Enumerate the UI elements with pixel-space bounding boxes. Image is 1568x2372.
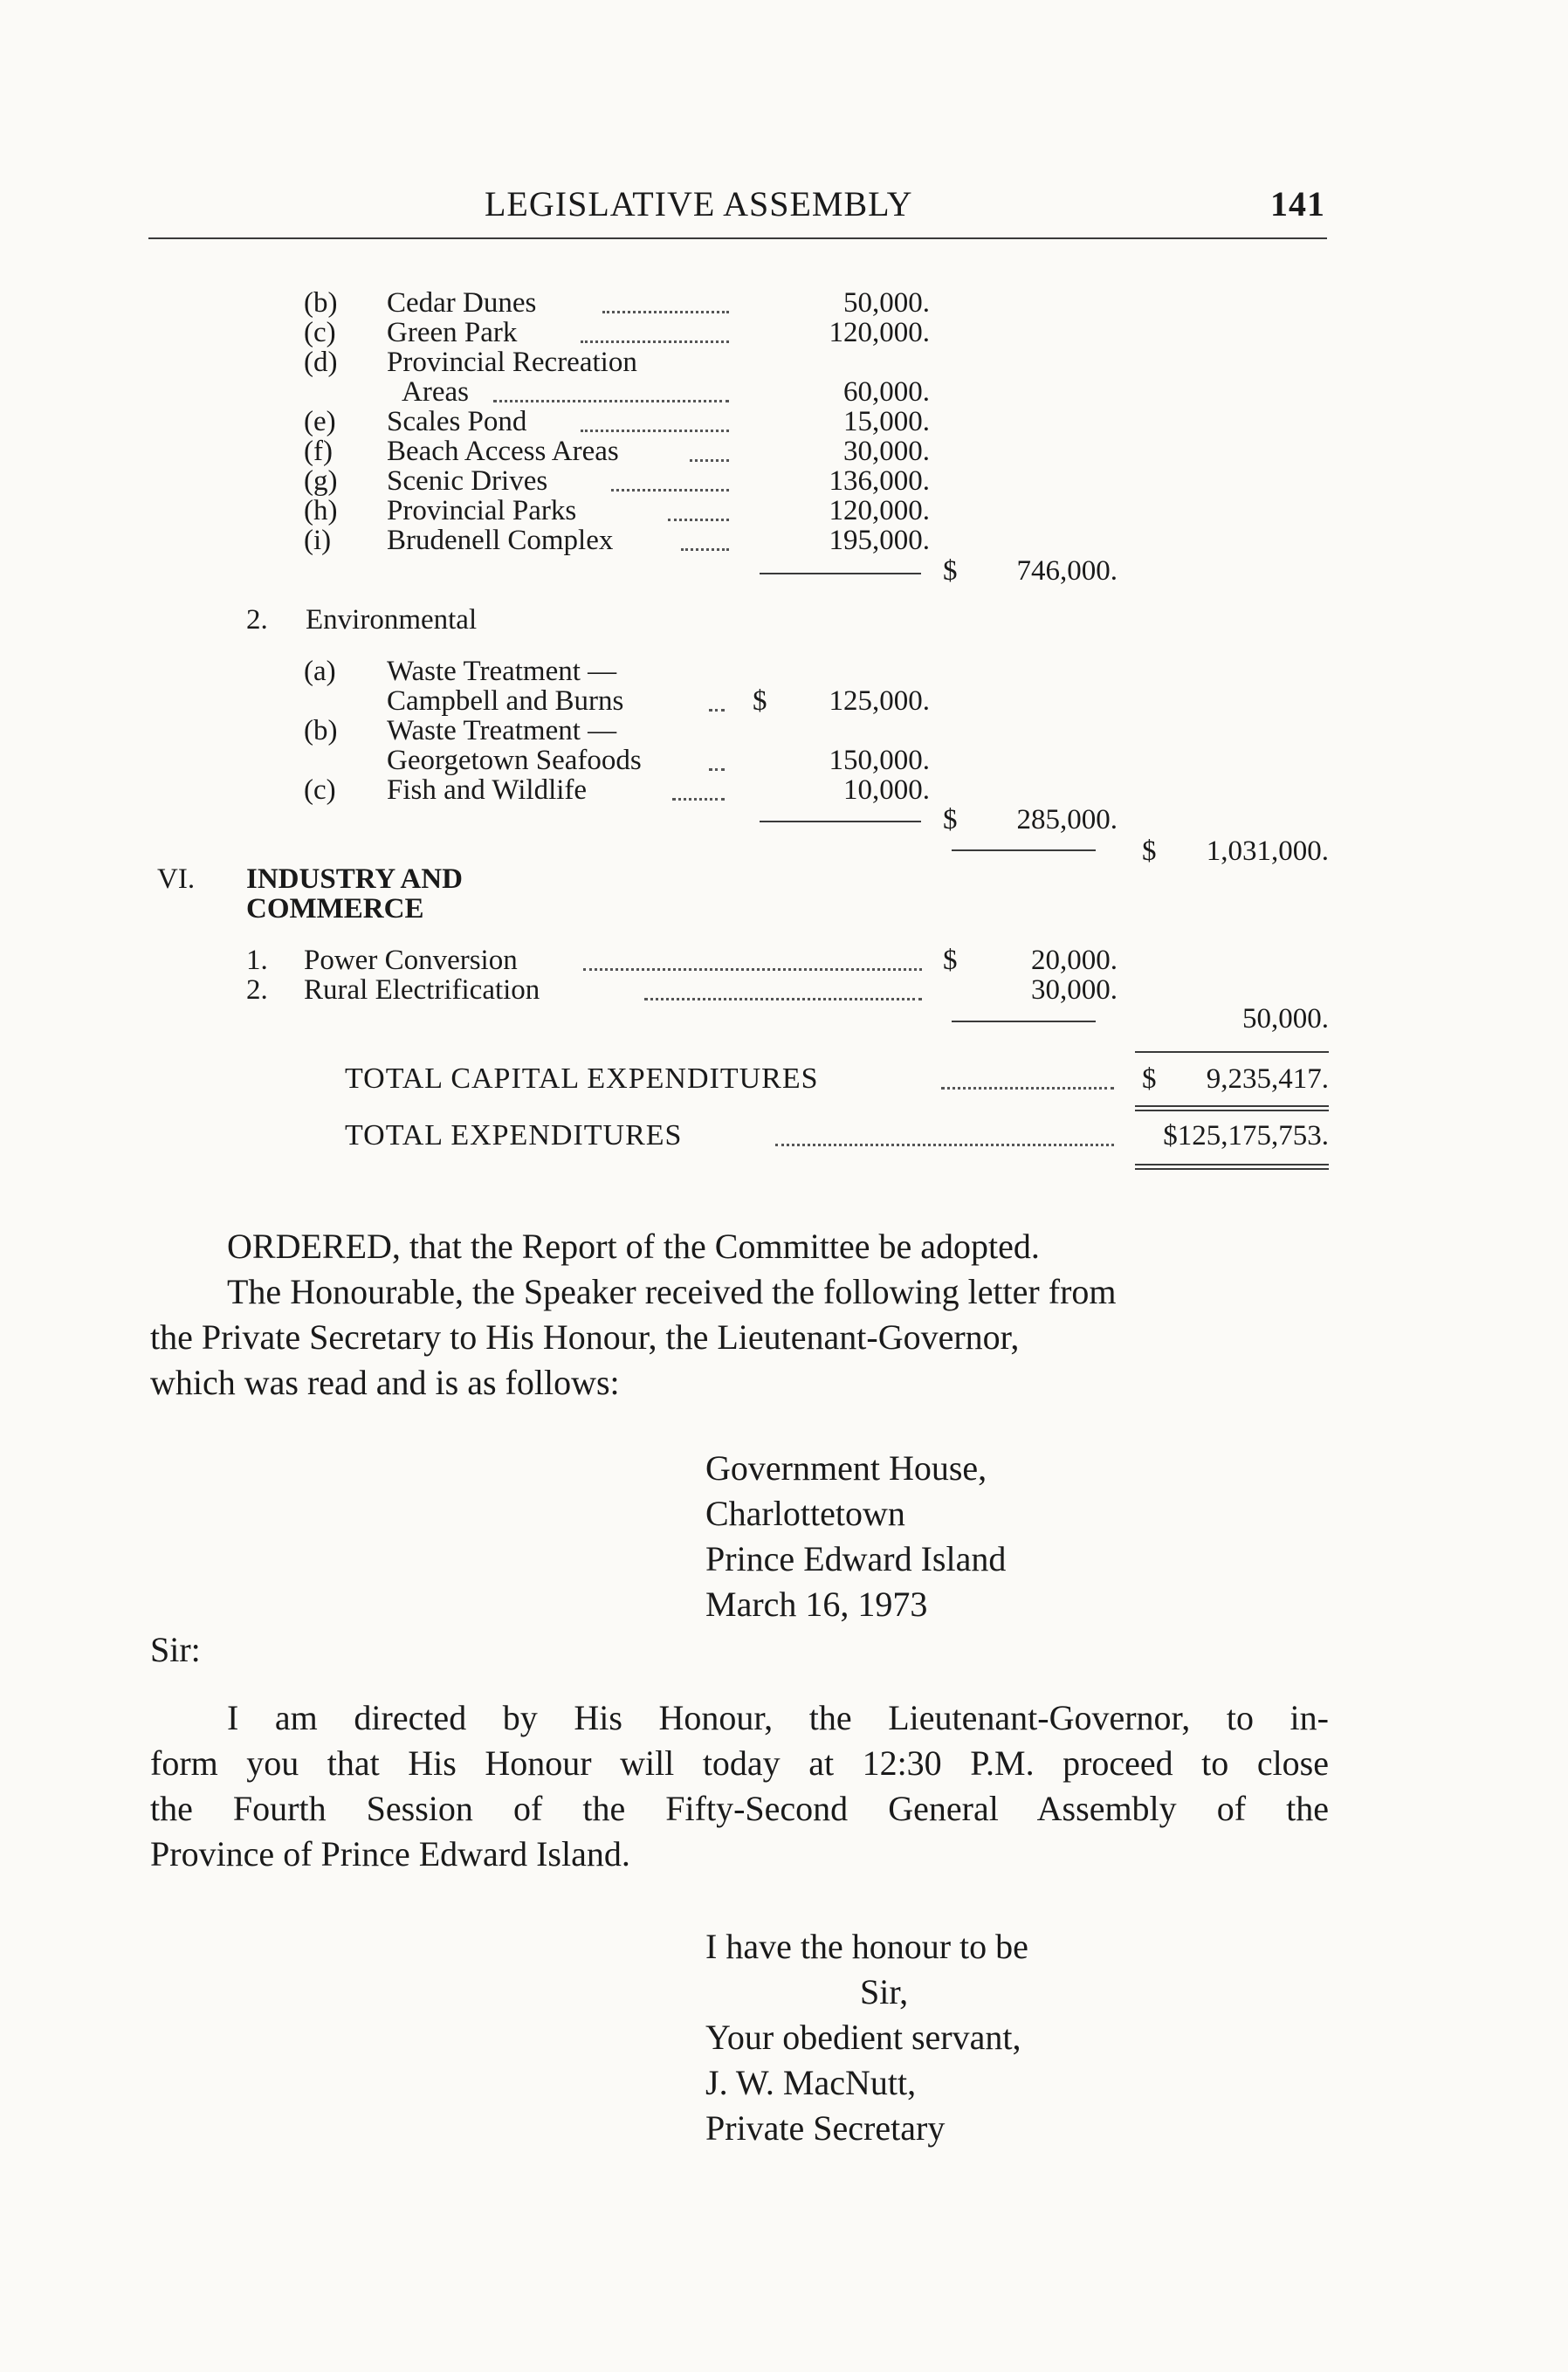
leader-dots <box>690 459 729 462</box>
total-capital-label: TOTAL CAPITAL EXPENDITURES <box>345 1062 819 1095</box>
letter-line: Province of Prince Edward Island. <box>150 1834 630 1874</box>
total-capital-amount: 9,235,417. <box>1206 1063 1329 1095</box>
item-letter: (b) <box>304 287 338 319</box>
item-letter: (a) <box>304 656 336 687</box>
address-line: Charlottetown <box>705 1494 905 1533</box>
section-roman-numeral: VI. <box>157 863 196 895</box>
item-name: Provincial Parks <box>387 495 577 526</box>
item-name: Power Conversion <box>304 945 518 976</box>
leader-dots <box>775 1144 1114 1146</box>
section-heading: Environmental <box>306 604 478 636</box>
item-name: Rural Electrification <box>304 974 540 1006</box>
subtotal-rule <box>952 1021 1096 1022</box>
paragraph-line: The Honourable, the Speaker received the following letter from <box>227 1272 1117 1311</box>
item-name: Fish and Wildlife <box>387 774 588 806</box>
leader-dots <box>583 968 922 971</box>
address-line: March 16, 1973 <box>705 1585 928 1624</box>
section-total: 1,031,000. <box>1206 835 1329 867</box>
leader-dots <box>602 311 729 313</box>
header-rule <box>148 237 1327 239</box>
letter-line: I am directed by His Honour, the Lieutenant-Governor, to in- <box>227 1698 1329 1737</box>
item-letter: (i) <box>304 525 332 556</box>
total-double-rule <box>1135 1110 1329 1111</box>
item-name: Waste Treatment — <box>387 656 617 687</box>
leader-dots <box>681 548 729 551</box>
environmental-subtotal: 285,000. <box>1016 804 1118 835</box>
total-double-rule <box>1135 1164 1329 1165</box>
leader-dots <box>672 798 725 801</box>
paragraph-line: which was read and is as follows: <box>150 1363 620 1402</box>
running-title: LEGISLATIVE ASSEMBLY <box>485 184 913 223</box>
section-number: 2. <box>246 604 268 636</box>
leader-dots <box>644 998 922 1000</box>
item-amount: 15,000. <box>843 406 930 437</box>
item-name: Green Park <box>387 317 518 348</box>
total-double-rule <box>1135 1105 1329 1107</box>
total-rule <box>1135 1051 1329 1053</box>
section-total: 50,000. <box>1242 1003 1329 1035</box>
signatory-title: Private Secretary <box>705 2108 946 2148</box>
leader-dots <box>493 400 729 402</box>
item-name: Beach Access Areas <box>387 436 619 467</box>
leader-dots <box>709 768 725 771</box>
item-amount: 50,000. <box>843 287 930 319</box>
closing-line: Sir, <box>860 1972 909 2011</box>
item-letter: (b) <box>304 715 338 746</box>
salutation: Sir: <box>150 1630 201 1669</box>
item-letter: (c) <box>304 774 336 806</box>
leader-dots <box>668 519 729 521</box>
leader-dots <box>581 430 729 432</box>
total-expenditures-amount: $125,175,753. <box>1163 1120 1329 1152</box>
item-number: 2. <box>246 974 268 1006</box>
item-letter: (d) <box>304 347 338 378</box>
page-number: 141 <box>1270 184 1325 223</box>
item-amount: 120,000. <box>829 495 930 526</box>
item-name: Waste Treatment — <box>387 715 617 746</box>
item-name-continued: Campbell and Burns <box>387 685 624 717</box>
item-amount: 30,000. <box>843 436 930 467</box>
signatory-name: J. W. MacNutt, <box>705 2063 917 2102</box>
item-amount: 195,000. <box>829 525 930 556</box>
item-amount: 10,000. <box>843 774 930 806</box>
total-expenditures-label: TOTAL EXPENDITURES <box>345 1119 683 1152</box>
currency-sign: $ <box>943 555 958 587</box>
item-name: Scenic Drives <box>387 465 548 497</box>
item-name: Scales Pond <box>387 406 527 437</box>
closing-line: Your obedient servant, <box>705 2018 1021 2057</box>
paragraph-line: the Private Secretary to His Honour, the Lieutenant-Governor, <box>150 1317 1020 1357</box>
address-line: Prince Edward Island <box>705 1539 1007 1578</box>
item-name-continued: Areas <box>402 376 469 408</box>
item-amount: 150,000. <box>829 745 930 776</box>
item-amount: 30,000. <box>1031 974 1118 1006</box>
item-amount: 125,000. <box>829 685 930 717</box>
item-name: Provincial Recreation <box>387 347 637 378</box>
letter-line: form you that His Honour will today at 12:30 P.M. proceed to close <box>150 1743 1329 1783</box>
section-rule <box>952 849 1096 851</box>
item-amount: 136,000. <box>829 465 930 497</box>
currency-sign: $ <box>943 945 958 976</box>
leader-dots <box>709 709 725 712</box>
letter-line: the Fourth Session of the Fifty-Second General Assembly of the <box>150 1789 1329 1828</box>
section-heading-continued: COMMERCE <box>246 893 424 925</box>
item-letter: (g) <box>304 465 338 497</box>
item-amount: 120,000. <box>829 317 930 348</box>
section-heading: INDUSTRY AND <box>246 863 463 895</box>
leader-dots <box>941 1087 1114 1090</box>
currency-sign: $ <box>1142 1063 1157 1095</box>
item-name: Brudenell Complex <box>387 525 614 556</box>
item-letter: (e) <box>304 406 336 437</box>
total-double-rule <box>1135 1168 1329 1170</box>
currency-sign: $ <box>1142 835 1157 867</box>
address-line: Government House, <box>705 1448 987 1488</box>
item-letter: (f) <box>304 436 333 467</box>
subtotal-rule <box>760 821 921 822</box>
leader-dots <box>581 340 729 343</box>
item-name-continued: Georgetown Seafoods <box>387 745 642 776</box>
parks-subtotal: 746,000. <box>1016 555 1118 587</box>
item-number: 1. <box>246 945 268 976</box>
subtotal-rule <box>760 573 921 574</box>
item-letter: (h) <box>304 495 338 526</box>
currency-sign: $ <box>943 804 958 835</box>
currency-sign: $ <box>753 685 767 717</box>
closing-line: I have the honour to be <box>705 1927 1028 1966</box>
item-amount: 60,000. <box>843 376 930 408</box>
ordered-paragraph: ORDERED, that the Report of the Committee be adopted. <box>227 1227 1040 1266</box>
item-amount: 20,000. <box>1031 945 1118 976</box>
item-name: Cedar Dunes <box>387 287 537 319</box>
leader-dots <box>611 489 729 492</box>
item-letter: (c) <box>304 317 336 348</box>
